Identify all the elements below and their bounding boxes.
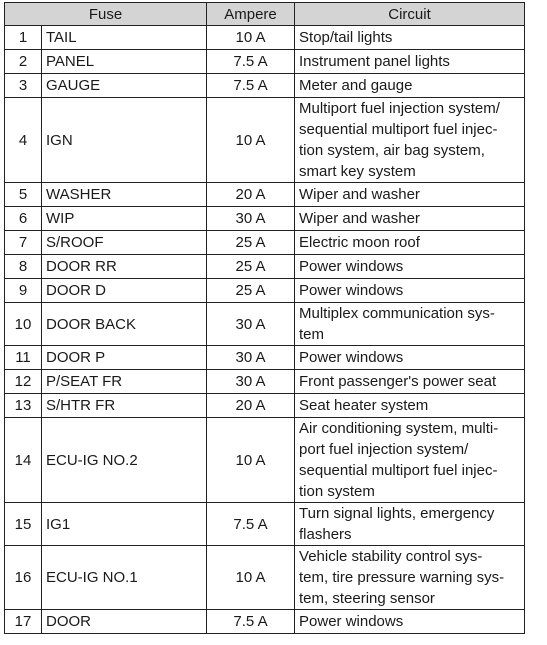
circuit-line: port fuel injection system/ (299, 441, 469, 458)
circuit-line: Wiper and washer (299, 210, 420, 227)
fuse-number-cell: 3 (5, 74, 42, 98)
table-row (5, 279, 525, 303)
circuit-cell (295, 610, 525, 634)
table-row (5, 303, 525, 346)
circuit-line: Seat heater system (299, 397, 429, 414)
circuit-cell (295, 418, 525, 503)
table-row (5, 546, 525, 610)
fuse-name-cell: P/SEAT FR (42, 370, 207, 394)
circuit-cell (295, 26, 525, 50)
fuse-name-cell: DOOR RR (42, 255, 207, 279)
circuit-cell (295, 394, 525, 418)
table-row (5, 74, 525, 98)
fuse-name-cell: ECU-IG NO.1 (42, 546, 207, 610)
fuse-number-cell: 10 (5, 303, 42, 346)
table-row (5, 394, 525, 418)
fuse-name-cell: S/HTR FR (42, 394, 207, 418)
table-row (5, 503, 525, 546)
ampere-cell: 10 A (207, 418, 295, 503)
circuit-cell (295, 255, 525, 279)
fuse-name-cell: TAIL (42, 26, 207, 50)
ampere-cell: 10 A (207, 98, 295, 183)
fuse-number-cell: 1 (5, 26, 42, 50)
header-ampere: Ampere (207, 3, 295, 26)
circuit-line: Wiper and washer (299, 186, 420, 203)
table-row (5, 98, 525, 183)
fuse-number-cell: 13 (5, 394, 42, 418)
ampere-cell: 25 A (207, 231, 295, 255)
circuit-line: sequential multiport fuel injec- (299, 462, 498, 479)
table-row (5, 26, 525, 50)
table-row (5, 418, 525, 503)
circuit-line: tem, steering sensor (299, 590, 435, 607)
circuit-line: Meter and gauge (299, 77, 413, 94)
table-row (5, 231, 525, 255)
fuse-number-cell: 8 (5, 255, 42, 279)
fuse-number-cell: 5 (5, 183, 42, 207)
header-circuit: Circuit (295, 3, 525, 26)
circuit-cell (295, 279, 525, 303)
fuse-name-cell: WASHER (42, 183, 207, 207)
header-row (5, 3, 525, 26)
circuit-line: Power windows (299, 613, 404, 630)
fuse-number-cell: 4 (5, 98, 42, 183)
circuit-cell (295, 503, 525, 546)
ampere-cell: 20 A (207, 394, 295, 418)
circuit-line: tem (299, 326, 325, 343)
fuse-number-cell: 11 (5, 346, 42, 370)
circuit-line: tem, tire pressure warning sys- (299, 569, 505, 586)
circuit-cell (295, 346, 525, 370)
table-header (5, 3, 525, 26)
ampere-cell: 20 A (207, 183, 295, 207)
circuit-line: smart key system (299, 163, 416, 180)
circuit-line: tion system, air bag system, (299, 142, 485, 159)
circuit-line: tion system (299, 483, 375, 500)
circuit-line: Power windows (299, 282, 404, 299)
ampere-cell: 30 A (207, 303, 295, 346)
ampere-cell: 25 A (207, 279, 295, 303)
circuit-cell (295, 303, 525, 346)
fuse-number-cell: 2 (5, 50, 42, 74)
circuit-cell (295, 231, 525, 255)
fuse-name-cell: GAUGE (42, 74, 207, 98)
circuit-line: Multiport fuel injection system/ (299, 100, 500, 117)
ampere-cell: 7.5 A (207, 503, 295, 546)
circuit-cell (295, 370, 525, 394)
header-fuse: Fuse (5, 3, 207, 26)
fuse-name-cell: DOOR P (42, 346, 207, 370)
table-row (5, 255, 525, 279)
fuse-name-cell: DOOR (42, 610, 207, 634)
fuse-number-cell: 7 (5, 231, 42, 255)
circuit-cell (295, 183, 525, 207)
table-row (5, 50, 525, 74)
fuse-number-cell: 14 (5, 418, 42, 503)
fuse-number-cell: 9 (5, 279, 42, 303)
fuse-name-cell: S/ROOF (42, 231, 207, 255)
table-row (5, 183, 525, 207)
fuse-name-cell: PANEL (42, 50, 207, 74)
circuit-cell (295, 207, 525, 231)
fuse-name-cell: DOOR D (42, 279, 207, 303)
circuit-line: Turn signal lights, emergency (299, 505, 495, 522)
fuse-number-cell: 6 (5, 207, 42, 231)
circuit-line: Vehicle stability control sys- (299, 548, 483, 565)
circuit-cell (295, 50, 525, 74)
ampere-cell: 7.5 A (207, 50, 295, 74)
fuse-name-cell: DOOR BACK (42, 303, 207, 346)
fuse-name-cell: WIP (42, 207, 207, 231)
fuse-name-cell: IGN (42, 98, 207, 183)
table-row (5, 370, 525, 394)
fuse-number-cell: 12 (5, 370, 42, 394)
ampere-cell: 30 A (207, 346, 295, 370)
fuse-number-cell: 17 (5, 610, 42, 634)
table-row (5, 610, 525, 634)
ampere-cell: 10 A (207, 546, 295, 610)
circuit-line: Front passenger's power seat (299, 373, 497, 390)
fuse-number-cell: 15 (5, 503, 42, 546)
circuit-line: flashers (299, 526, 352, 543)
circuit-line: Multiplex communication sys- (299, 305, 495, 322)
circuit-line: Air conditioning system, multi- (299, 420, 499, 437)
ampere-cell: 7.5 A (207, 74, 295, 98)
circuit-line: Instrument panel lights (299, 53, 450, 70)
circuit-cell (295, 74, 525, 98)
table-row (5, 346, 525, 370)
table-row (5, 207, 525, 231)
fuse-number-cell: 16 (5, 546, 42, 610)
circuit-line: Electric moon roof (299, 234, 420, 251)
fuse-name-cell: IG1 (42, 503, 207, 546)
ampere-cell: 10 A (207, 26, 295, 50)
table-body (5, 26, 525, 634)
circuit-line: Stop/tail lights (299, 29, 393, 46)
fuse-table (4, 2, 525, 634)
circuit-line: Power windows (299, 258, 404, 275)
circuit-cell (295, 98, 525, 183)
fuse-name-cell: ECU-IG NO.2 (42, 418, 207, 503)
circuit-line: sequential multiport fuel injec- (299, 121, 498, 138)
circuit-cell (295, 546, 525, 610)
ampere-cell: 30 A (207, 370, 295, 394)
ampere-cell: 30 A (207, 207, 295, 231)
ampere-cell: 7.5 A (207, 610, 295, 634)
circuit-line: Power windows (299, 349, 404, 366)
ampere-cell: 25 A (207, 255, 295, 279)
